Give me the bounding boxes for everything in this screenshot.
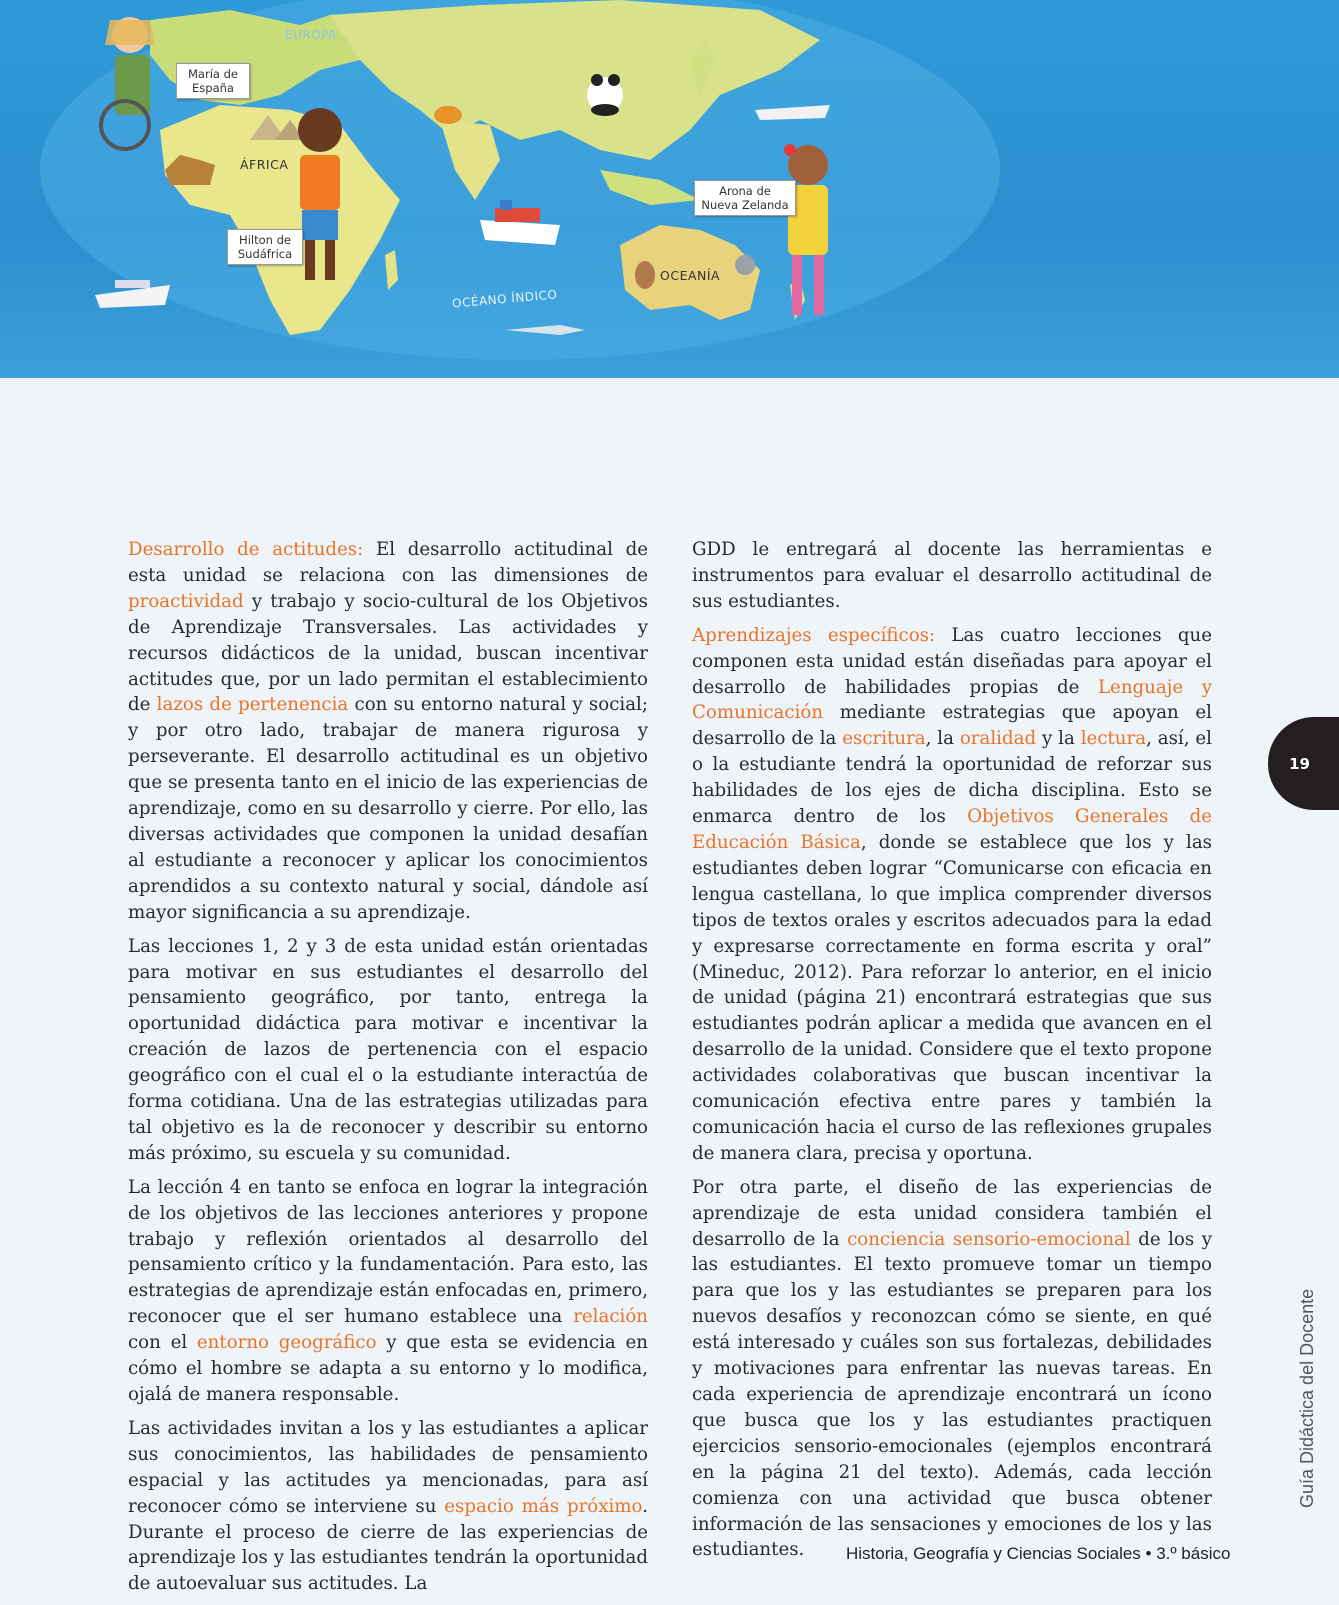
world-map-illustration — [0, 0, 1339, 378]
map-artwork — [0, 0, 1339, 378]
side-running-title: Guía Didáctica del Docente — [1297, 1288, 1317, 1508]
paragraph-desarrollo-actitudes: Desarrollo de actitudes: El desarrollo actitudinal de esta unidad se relaciona con las dimensiones de proactividad y trabajo y socio-cultural de los Objetivos de Aprendizaje Transversales. Las actividades y recursos didácticos de la unidad, buscan incentivar actitudes que, por un lado permitan el establecimiento de lazos de pertenencia con su entorno natural y social; y por otro lado, trabajar de manera rigurosa y perseverante. El desarrollo actitudinal es un objetivo que se presenta tanto en el inicio de las experiencias de aprendizaje, como en su desarrollo y cierre. Por ello, las diversas actividades que componen la unidad desafían al estudiante a reconocer y aplicar los conocimientos aprendidos a su contexto natural y social, dándole así mayor significancia a su aprendizaje. — [128, 539, 649, 923]
left-column — [128, 537, 648, 1605]
paragraph-actividades: Las actividades invitan a los y las estudiantes a aplicar sus conocimientos, las habilidades de pensamiento espacial y las actitudes ya mencionadas, para así reconocer cómo se interviene su espacio más próximo. Durante el proceso de cierre de las experiencias de aprendizaje los y las estudiantes tendrán la oportunidad de autoevaluar sus actitudes. La — [128, 1417, 648, 1595]
highlight-oralidad: oralidad — [959, 728, 1037, 750]
page-footer: Historia, Geografía y Ciencias Sociales • 3.º básico — [846, 1544, 1231, 1563]
highlight-conciencia-sensorio-emocional: conciencia sensorio-emocional — [847, 1228, 1131, 1250]
highlight-entorno-geografico: entorno geográfico — [196, 1332, 377, 1354]
tiger-icon — [434, 106, 462, 124]
kangaroo-icon — [635, 261, 655, 289]
paragraph-aprendizajes-especificos: Aprendizajes específicos: Las cuatro lecciones que componen esta unidad están diseñadas para apoyar el desarrollo de habilidades propias de Lenguaje y Comunicación mediante estrategias que apoyan el desarrollo de la escritura, la oralidad y la lectura, así, el o la estudiante tendrá la oportunidad de reforzar sus habilidades de los ejes de dicha disciplina. Esto se enmarca dentro de los Objetivos Generales de Educación Básica, donde se establece que los y las estudiantes deben lograr “Comunicarse con eficacia en lengua castellana, lo que implica comprender diversos tipos de textos orales y escritos adecuados para la edad y expresarse correctamente en forma escrita y oral” (Mineduc, 2012). Para reforzar lo anterior, en el inicio de unidad (página 21) encontrará estrategias que sus estudiantes podrán aplicar a medida que avancen en el desarrollo de la unidad. Considere que el texto propone actividades colaborativas que buscan incentivar la comunicación efectiva entre pares y también la comunicación hacia el curso de las reflexiones grupales de manera clara, precisa y oportuna. — [692, 624, 1213, 1164]
map-label-oceano-indico: OCÉANO ÍNDICO — [451, 287, 558, 311]
page-number-tab — [1268, 717, 1339, 810]
tag-hilton: Hilton de Sudáfrica — [227, 229, 303, 265]
highlight-escritura: escritura — [842, 728, 926, 750]
highlight-relacion: relación — [573, 1306, 648, 1328]
paragraph-lecciones: Las lecciones 1, 2 y 3 de esta unidad están orientadas para motivar en sus estudiantes el desarrollo del pensamiento geográfico, por tanto, entrega la oportunidad didáctica para motivar e incentivar la creación de lazos de pertenencia con el espacio geográfico con el cual el o la estudiante interactúa de forma cotidiana. Una de las estrategias utilizadas para tal objetivo es la de reconocer y describir su entorno más próximo, su escuela y su comunidad. — [128, 935, 648, 1164]
map-label-europa: EUROPA — [285, 28, 337, 42]
tag-maria: María de España — [176, 63, 250, 99]
highlight-proactividad: proactividad — [128, 590, 244, 612]
heading-desarrollo-actitudes: Desarrollo de actitudes: — [128, 539, 364, 560]
map-label-oceania: OCEANÍA — [660, 268, 721, 283]
tag-arona: Arona de Nueva Zelanda — [694, 180, 796, 216]
page-number: 19 — [1289, 754, 1310, 773]
map-label-africa: ÁFRICA — [240, 157, 289, 172]
highlight-lazos-pertenencia: lazos de pertenencia — [156, 694, 349, 716]
heading-aprendizajes-especificos: Aprendizajes específicos: — [692, 624, 936, 646]
koala-icon — [735, 255, 755, 275]
paragraph-gdd: GDD le entregará al docente las herramientas e instrumentos para evaluar el desarrollo actitudinal de sus estudiantes. — [692, 539, 1212, 612]
highlight-lenguaje-comunicacion: Lenguaje y Comunicación — [692, 676, 1212, 724]
right-column — [692, 537, 1212, 1571]
paragraph-leccion-4: La lección 4 en tanto se enfoca en lograr la integración de los objetivos de las lecciones anteriores y propone trabajo y reflexión orientados al desarrollo del pensamiento crítico y la fundamentación. Para esto, las estrategias de aprendizaje están enfocadas en, primero, reconocer que el ser humano establece una relación con el entorno geográfico y que esta se evidencia en cómo el hombre se adapta a su entorno y lo modifica, ojalá de manera responsable. — [128, 1176, 648, 1405]
highlight-espacio-proximo: espacio más próximo — [444, 1495, 643, 1517]
highlight-lectura: lectura — [1080, 728, 1147, 750]
highlight-objetivos-generales: Objetivos Generales de Educación Básica — [692, 806, 1212, 853]
panda-icon — [587, 74, 623, 116]
paragraph-por-otra-parte: Por otra parte, el diseño de las experiencias de aprendizaje de esta unidad considera también el desarrollo de la conciencia sensorio-emocional de los y las estudiantes. El texto promueve tomar un tiempo para que los y las estudiantes se preparen para los nuevos desafíos y reconozcan cómo se siente, en qué está interesado y cuáles son sus fortalezas, debilidades y motivaciones para enfrentar las nuevas tareas. En cada experiencia de aprendizaje encontrará un ícono que busca que los y las estudiantes practiquen ejercicios sensorio-emocionales (ejemplos encontrará en la página 21 del texto). Además, cada lección comienza con una actividad que busca obtener información de las sensaciones y emociones de los y las estudiantes. — [692, 1176, 1212, 1561]
